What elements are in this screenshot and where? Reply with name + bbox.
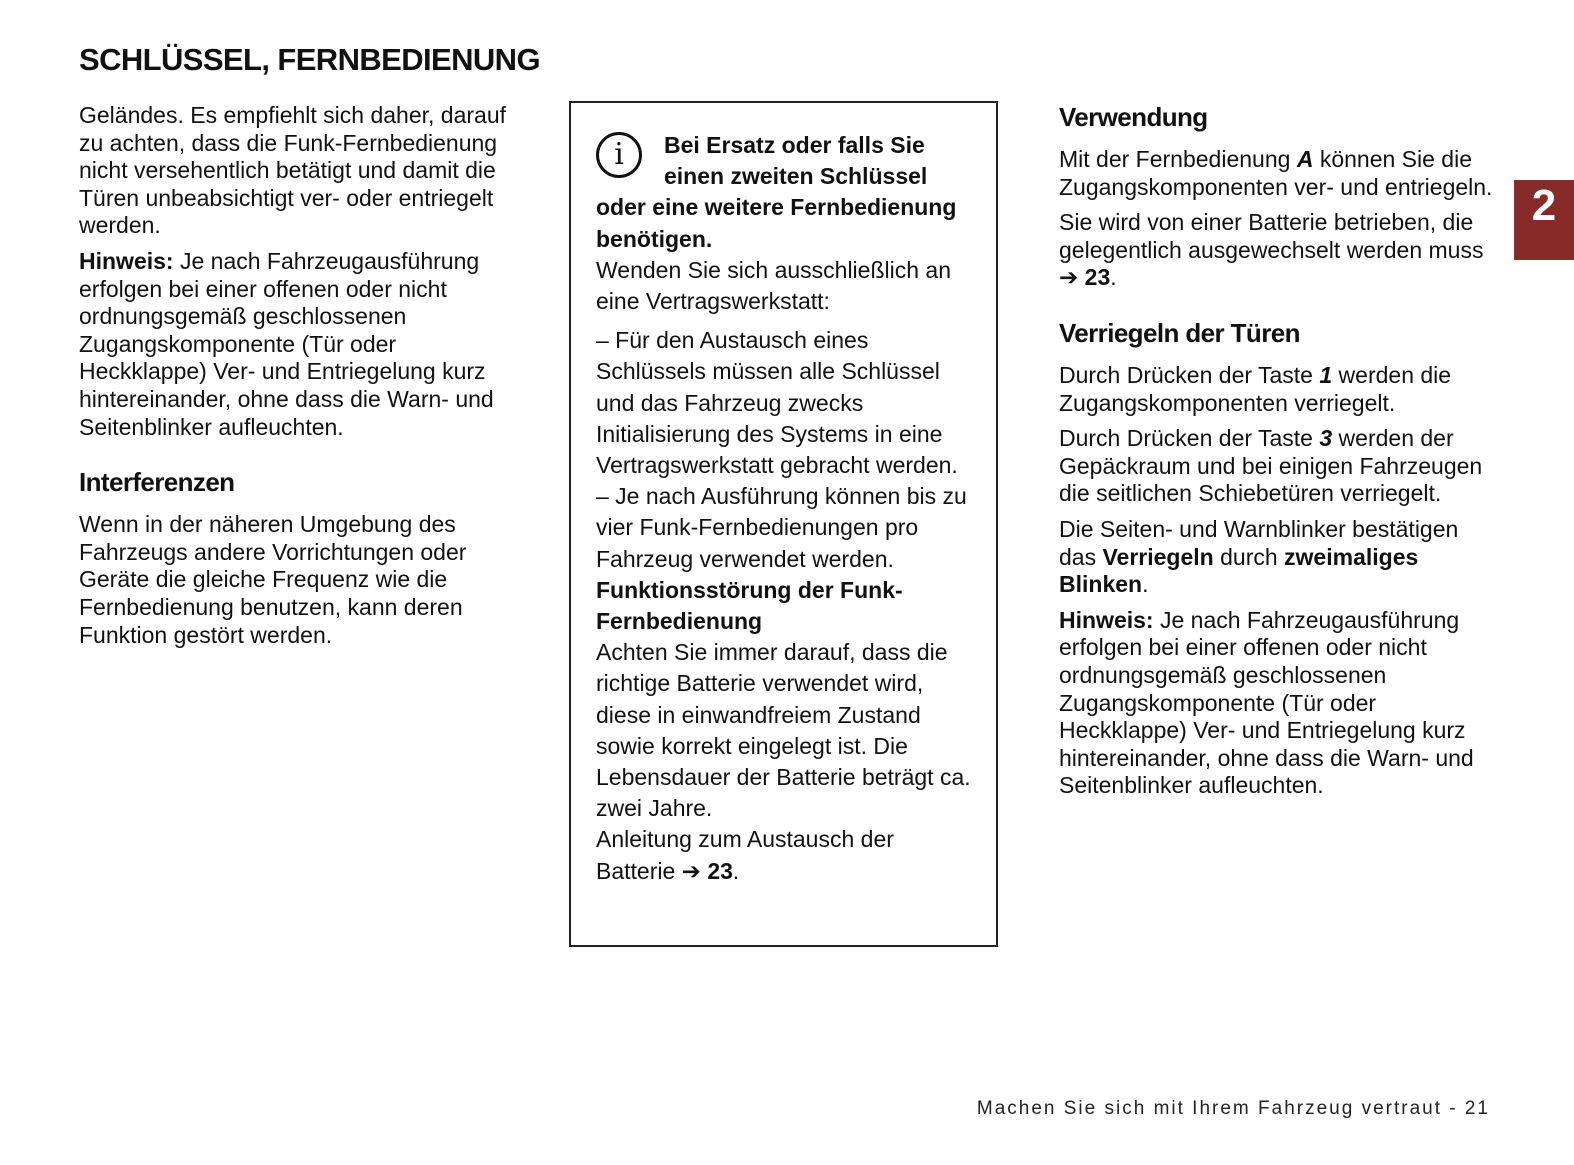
info-box-item: – Für den Austausch eines Schlüssels müssen alle Schlüssel und das Fahrzeug zwecks Initialisierung des Systems in eine Vertragswerkstatt gebracht werden. [596, 327, 958, 479]
note-text: Je nach Fahrzeugausführung erfolgen bei einer offenen oder nicht ordnungsgemäß geschlossenen Zugangskomponente (Tür oder Heckklappe) Ver- und Entriegelung kurz hintereinander, ohne dass die Warn- und Seitenblinker aufleuchten. [1059, 606, 1474, 799]
page-title: SCHLÜSSEL, FERNBEDIENUNG [79, 42, 540, 77]
text: Durch Drücken der Taste [1059, 425, 1320, 452]
battery-text: Anleitung zum Austausch der Batterie [596, 826, 894, 884]
malfunction-text: Achten Sie immer darauf, dass die richtige Batterie verwendet wird, diese in einwandfreiem Zustand sowie korrekt eingelegt ist. Die Lebensdauer der Batterie beträgt ca. zwei Jahre. [596, 639, 971, 822]
interference-heading: Interferenzen [79, 467, 235, 498]
note-label: Hinweis: [79, 247, 174, 274]
text: Mit der Fernbedienung [1059, 146, 1297, 172]
malfunction-heading: Funktionsstörung der Funk-Fernbedienung [596, 576, 903, 635]
bold-text: zweimaliges Blinken [1059, 543, 1419, 598]
page-reference-link[interactable]: ➔ 23 [1059, 264, 1111, 291]
use-paragraph-2 [1059, 209, 1499, 292]
use-heading: Verwendung [1059, 102, 1208, 132]
text: . [1142, 571, 1149, 598]
note-label: Hinweis: [1059, 606, 1154, 633]
info-icon: i [596, 132, 642, 178]
page-footer: Machen Sie sich mit Ihrem Fahrzeug vertraut - 21 [976, 1098, 1490, 1119]
info-box-heading: Bei Ersatz oder falls Sie einen zweiten Schlüssel oder eine weitere Fernbedienung benötigen. [596, 132, 957, 252]
chapter-tab: 2 [1514, 180, 1574, 260]
interference-paragraph: Wenn in der näheren Umgebung des Fahrzeugs andere Vorrichtungen oder Geräte die gleiche Frequenz wie die Fernbedienung benutzen, kann deren Funktion gestört werden. [79, 511, 467, 648]
key-label-3: 3 [1319, 425, 1333, 452]
right-note-paragraph [1059, 607, 1499, 800]
text: Sie wird von einer Batterie betrieben, die gelegentlich ausgewechselt werden muss [1059, 209, 1484, 263]
lock-paragraph-2 [1059, 425, 1499, 508]
lock-paragraph-3 [1059, 516, 1499, 599]
use-paragraph-1 [1059, 146, 1499, 201]
battery-end: . [732, 857, 740, 884]
info-box-text: Wenden Sie sich ausschließlich an eine Vertragswerkstatt: [596, 256, 951, 315]
key-label-1: 1 [1319, 361, 1333, 388]
text: können Sie die Zugangskomponenten ver- und entriegeln. [1059, 146, 1493, 200]
text: Durch Drücken der Taste [1059, 361, 1320, 388]
page-reference-link[interactable]: ➔ 23 [681, 857, 733, 884]
left-note-paragraph [79, 248, 519, 441]
info-box [569, 101, 998, 947]
right-column [1059, 102, 1499, 808]
left-column [79, 102, 519, 657]
note-text: Je nach Fahrzeugausführung erfolgen bei einer offenen oder nicht ordnungsgemäß geschlossenen Zugangskomponente (Tür oder Heckklappe) Ver- und Entriegelung kurz hintereinander, ohne dass die Warn- und Seitenblinker aufleuchten. [79, 247, 494, 440]
text: Die Seiten- und Warnblinker bestätigen das [1059, 515, 1459, 570]
lock-heading: Verriegeln der Türen [1059, 317, 1300, 348]
lock-paragraph-1 [1059, 362, 1499, 417]
info-box-item: – Je nach Ausführung können bis zu vier Funk-Fernbedienungen pro Fahrzeug verwendet werden. [596, 483, 967, 572]
text: werden die Zugangskomponenten verriegelt. [1059, 361, 1452, 416]
key-label-a: A [1296, 146, 1314, 172]
bold-text: Verriegeln [1102, 543, 1214, 570]
battery-instruction [596, 824, 972, 886]
text: werden der Gepäckraum und bei einigen Fahrzeugen die seitlichen Schiebetüren verriegelt. [1059, 425, 1483, 507]
text: . [1110, 264, 1117, 291]
text: durch [1213, 543, 1285, 570]
intro-paragraph: Geländes. Es empfiehlt sich daher, darauf zu achten, dass die Funk-Fernbedienung nicht versehentlich betätigt und damit die Türen unbeabsichtigt ver- oder entriegelt werden. [79, 102, 507, 239]
